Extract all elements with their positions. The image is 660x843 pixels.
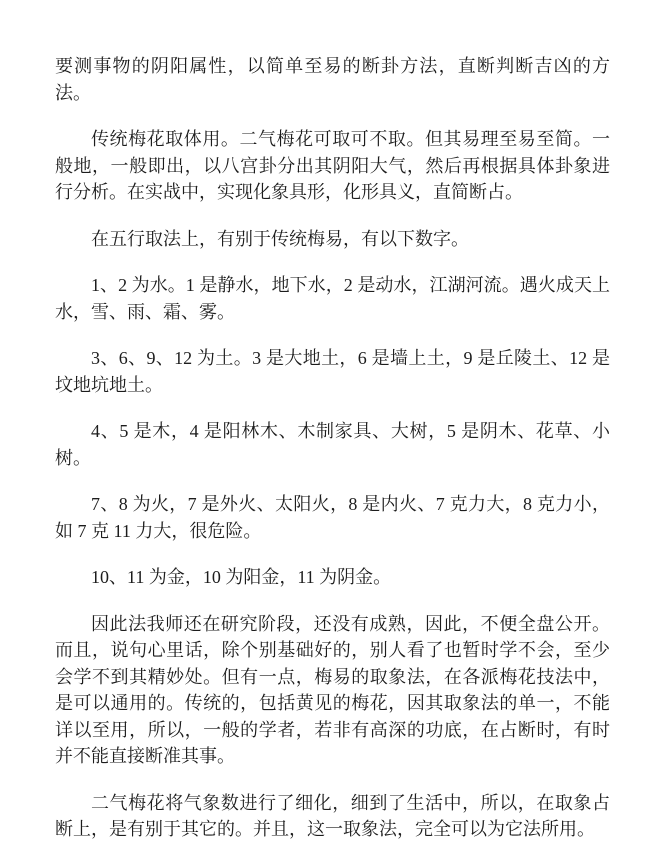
paragraph-7: 7、8 为火，7 是外火、太阳火，8 是内火、7 克力大，8 克力小，如 7 克 11 力大，很危险。 — [55, 494, 610, 541]
paragraph-3: 在五行取法上，有别于传统梅易，有以下数字。 — [91, 228, 469, 249]
paragraph-1: 要测事物的阴阳属性，以简单至易的断卦方法，直断判断吉凶的方法。 — [55, 56, 610, 103]
paragraph-10: 二气梅花将气象数进行了细化，细到了生活中，所以，在取象占断上，是有别于其它的。并且，这一取象法，完全可以为它法所用。 — [55, 792, 610, 839]
paragraph-2: 传统梅花取体用。二气梅花可取可不取。但其易理至易至简。一般地，一般即出，以八宫卦分出其阴阳大气，然后再根据具体卦象进行分析。在实战中，实现化象具形，化形具义，直简断占。 — [55, 129, 610, 202]
paragraph-8: 10、11 为金，10 为阳金，11 为阴金。 — [91, 567, 392, 587]
paragraph-4: 1、2 为水。1 是静水，地下水，2 是动水，江湖河流。遇火成天上水，雪、雨、霜、雾。 — [55, 275, 610, 322]
paragraph-5: 3、6、9、12 为土。3 是大地土，6 是墙上土，9 是丘陵土、12 是坟地坑地土。 — [55, 348, 610, 395]
paragraph-9: 因此法我师还在研究阶段，还没有成熟，因此，不便全盘公开。而且，说句心里话，除个别基础好的，别人看了也暂时学不会，至少会学不到其精妙处。但有一点，梅易的取象法，在各派梅花技法中，是可以通用的。传统的，包括黄见的梅花，因其取象法的单一，不能详以至用，所以，一般的学者，若非有高深的功底，在占断时，有时并不能直接断准其事。 — [55, 613, 610, 766]
paragraph-6: 4、5 是木，4 是阳林木、木制家具、大树，5 是阴木、花草、小树。 — [55, 421, 610, 468]
